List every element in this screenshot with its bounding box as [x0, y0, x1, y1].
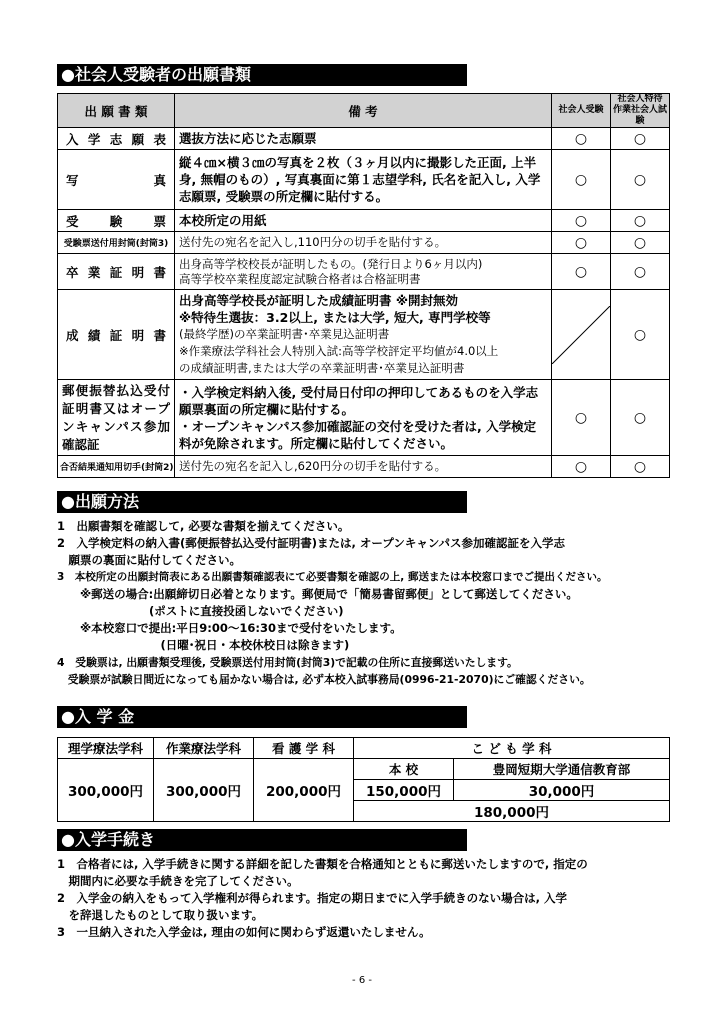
doc-note-line: 出身高等学校校長が証明したもの。(発行日より6ヶ月以内): [179, 256, 483, 271]
check-mark: ○: [611, 456, 670, 478]
fee-value-pt: 300,000円: [58, 759, 154, 822]
doc-note: 本校所定の用紙: [175, 210, 552, 232]
check-mark: ○: [552, 380, 611, 456]
fee-value-nursing: 200,000円: [254, 759, 354, 822]
doc-note-line: ※特待生選抜：3.2以上, または大学, 短大, 専門学校等: [179, 310, 491, 325]
doc-note: [175, 380, 552, 456]
check-mark: ○: [552, 210, 611, 232]
doc-note: 縦４㎝×横３㎝の写真を２枚（３ヶ月以内に撮影した正面, 上半身, 無帽のもの）, 写真裏面に第１志望学科, 氏名を記入し, 入学志願票, 受験票の所定欄に貼付する。: [175, 150, 552, 210]
doc-name: 郵便振替払込受付証明書又はオープンキャンパス参加確認証: [58, 380, 175, 456]
doc-name: 入学志願表: [58, 128, 175, 150]
doc-name: 受 験 票: [58, 210, 175, 232]
fee-header-pt: 理学療法学科: [58, 738, 154, 759]
fee-header-ot: 作業療法学科: [154, 738, 254, 759]
doc-name: 合否結果通知用切手(封筒2): [58, 456, 175, 478]
table-row: [58, 290, 670, 380]
check-mark: ○: [552, 128, 611, 150]
doc-note-line: ※作業療法学科社会人特別入試:高等学校評定平均値が4.0以上: [179, 344, 499, 358]
method-line: (ポストに直接投函しないでください): [57, 604, 344, 618]
section-title-procedure: ●入学手続き: [57, 829, 467, 851]
table-row: [58, 380, 670, 456]
doc-name: 受験票送付用封筒(封筒3): [58, 232, 175, 254]
fee-table: [57, 737, 670, 822]
table-row: [58, 150, 670, 210]
procedure-list: [57, 856, 677, 941]
procedure-line: 2 入学金の納入をもって入学権利が得られます。指定の期日までに入学手続きのない場合は, 入学: [57, 891, 567, 905]
page-number: - 6 -: [352, 975, 372, 986]
fee-total: 180,000円: [354, 801, 670, 822]
doc-name: 卒業証明書: [58, 254, 175, 290]
method-line: ※本校窓口で提出:平日9:00〜16:30まで受付をいたします。: [57, 621, 402, 635]
check-mark: ○: [611, 232, 670, 254]
fee-value-correspondence: 30,000円: [454, 780, 670, 801]
table-row: [58, 254, 670, 290]
method-line: 受験票が試験日間近になっても届かない場合は, 必ず本校入試事務局(0996-21-2070)にご確認ください。: [57, 673, 591, 686]
documents-table: [57, 93, 670, 478]
header-adult: 社会人受験: [552, 94, 611, 128]
doc-name: 写 真: [58, 150, 175, 210]
check-mark: ○: [611, 210, 670, 232]
procedure-line: 期間内に必要な手続きを完了してください。: [57, 874, 299, 888]
check-mark: ○: [611, 380, 670, 456]
method-line: ※郵送の場合:出願締切日必着となります。郵便局で「簡易書留郵便」として郵送してください。: [57, 587, 578, 601]
header-special: 社会人特待 作業社会人試験: [611, 94, 670, 128]
doc-note-line: の成績証明書,または大学の卒業証明書･卒業見込証明書: [179, 361, 465, 375]
not-applicable-cell: [552, 290, 611, 380]
doc-note: [175, 290, 552, 380]
table-row: [58, 210, 670, 232]
diagonal-slash: [552, 306, 610, 364]
method-line: 4 受験票は, 出願書類受理後, 受験票送付用封筒(封筒3)で記載の住所に直接郵送いたします。: [57, 656, 518, 669]
doc-note: 送付先の宛名を記入し,110円分の切手を貼付する。: [175, 232, 552, 254]
fee-value-ot: 300,000円: [154, 759, 254, 822]
fee-subheader-correspondence: 豊岡短期大学通信教育部: [454, 759, 670, 780]
fee-subheader-main: 本 校: [354, 759, 454, 780]
procedure-line: 3 一旦納入された入学金は, 理由の如何に関わらず返還いたしません。: [57, 925, 431, 939]
check-mark: ○: [552, 232, 611, 254]
section-title-fee: ●入 学 金: [57, 706, 467, 728]
doc-note: 選抜方法に応じた志願票: [175, 128, 552, 150]
check-mark: ○: [552, 150, 611, 210]
check-mark: ○: [611, 150, 670, 210]
doc-note-line: 高等学校卒業程度認定試験合格者は合格証明書: [179, 271, 421, 286]
header-documents: 出 願 書 類: [58, 94, 175, 128]
table-row: [58, 128, 670, 150]
fee-header-nursing: 看 護 学 科: [254, 738, 354, 759]
table-row: [58, 456, 670, 478]
procedure-line: を辞退したものとして取り扱います。: [57, 908, 264, 922]
method-line: (日曜･祝日・本校休校日は除きます): [57, 638, 350, 652]
header-notes: 備 考: [175, 94, 552, 128]
table-row: [58, 232, 670, 254]
doc-note-line: 出身高等学校長が証明した成績証明書 ※開封無効: [179, 293, 459, 308]
check-mark: ○: [611, 254, 670, 290]
fee-row: [58, 759, 670, 780]
check-mark: ○: [611, 128, 670, 150]
doc-note: 送付先の宛名を記入し,620円分の切手を貼付する。: [175, 456, 552, 478]
fee-header-row: [58, 738, 670, 759]
procedure-line: 1 合格者には, 入学手続きに関する詳細を記した書類を合格通知とともに郵送いたしますので, 指定の: [57, 857, 588, 871]
doc-note-line: ・入学検定料納入後, 受付局日付印の押印してあるものを入学志願票裏面の所定欄に貼付する。: [179, 384, 539, 417]
section-title-method: ●出願方法: [57, 491, 467, 513]
check-mark: ○: [552, 254, 611, 290]
method-list: [57, 518, 677, 688]
table-header-row: [58, 94, 670, 128]
doc-note-line: (最終学歴)の卒業証明書･卒業見込証明書: [179, 327, 390, 341]
method-line: 願票の裏面に貼付してください。: [57, 553, 241, 567]
doc-name: 成績証明書: [58, 290, 175, 380]
fee-value-main: 150,000円: [354, 780, 454, 801]
method-line: 1 出願書類を確認して, 必要な書類を揃えてください。: [57, 519, 350, 533]
method-line: 3 本校所定の出願封筒表にある出願書類確認表にて必要書類を確認の上, 郵送または本校窓口までご提出ください。: [57, 571, 608, 583]
method-line: 2 入学検定料の納入書(郵便振替払込受付証明書)または, オープンキャンパス参加確認証を入学志: [57, 536, 566, 550]
check-mark: ○: [552, 456, 611, 478]
fee-header-children: こ ど も 学 科: [354, 738, 670, 759]
section-title-documents: ●社会人受験者の出願書類: [57, 64, 467, 86]
doc-note-line: ・オープンキャンパス参加確認証の交付を受けた者は, 入学検定料が免除されます。所定欄に貼付してください。: [179, 418, 537, 451]
doc-note: [175, 254, 552, 290]
check-mark: ○: [611, 290, 670, 380]
